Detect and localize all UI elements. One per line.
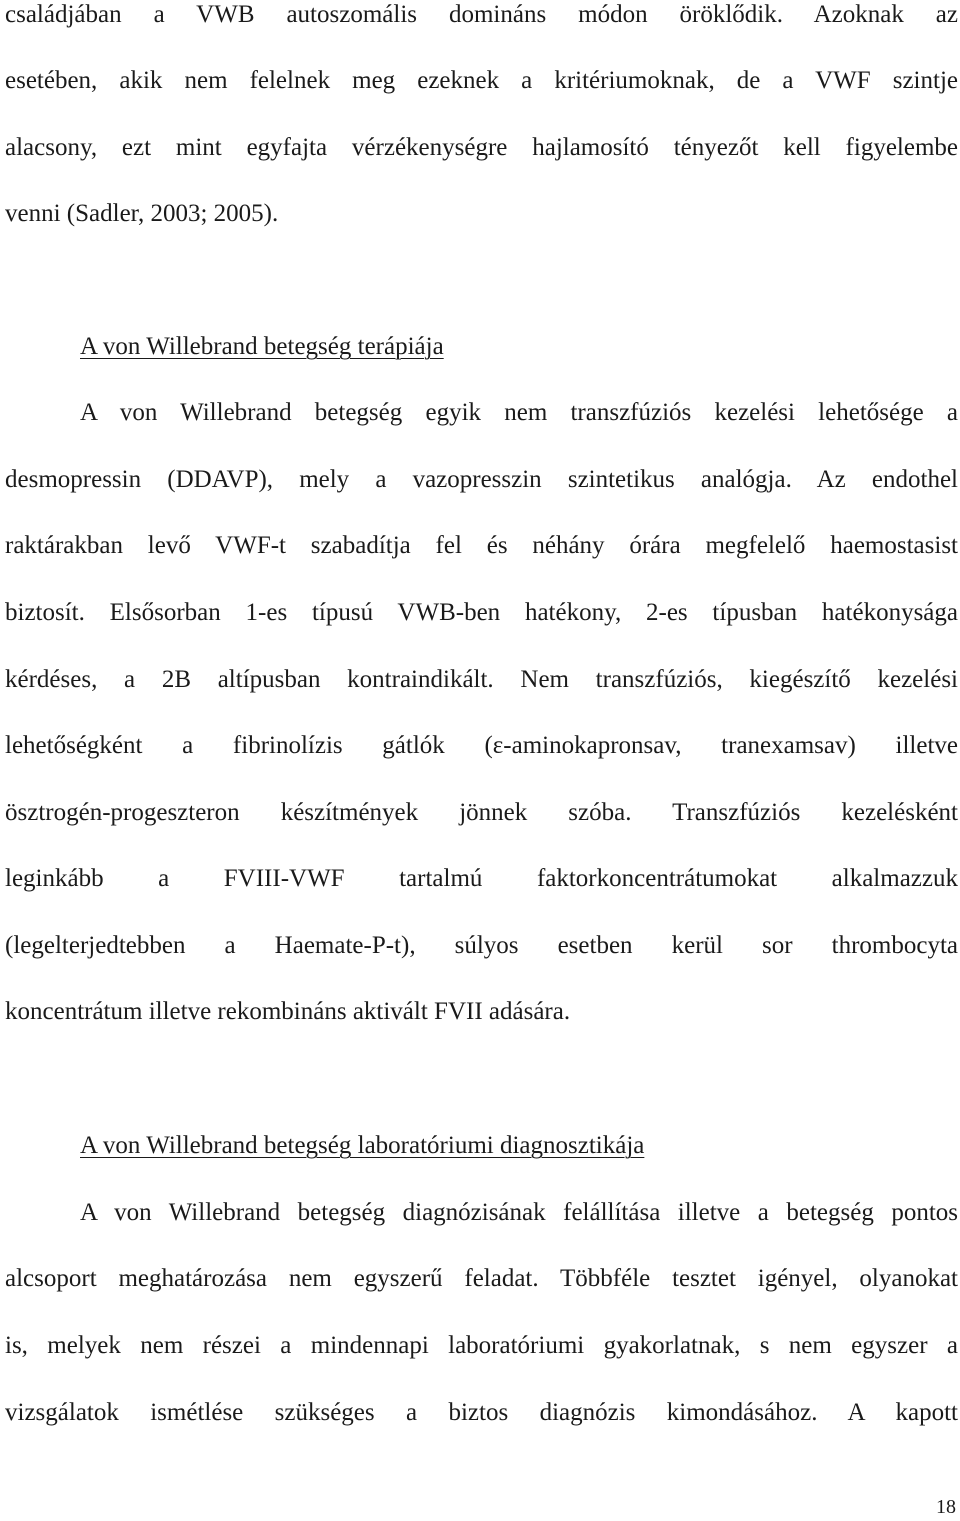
lab-line-3: is, melyek nem részei a mindennapi laboratóriumi gyakorlatnak, s nem egyszer a <box>5 1332 958 1359</box>
therapy-line-9: (legelterjedtebben a Haemate-P-t), súlyos esetben kerül sor thrombocyta <box>5 932 958 959</box>
therapy-line-2: desmopressin (DDAVP), mely a vazopresszin szintetikus analógja. Az endothel <box>5 466 958 493</box>
intro-line-1: családjában a VWB autoszomális domináns módon öröklődik. Azoknak az <box>5 1 958 28</box>
intro-line-2: esetében, akik nem felelnek meg ezeknek a kritériumoknak, de a VWF szintje <box>5 67 958 94</box>
therapy-line-8: leginkább a FVIII-VWF tartalmú faktorkoncentrátumokat alkalmazzuk <box>5 865 958 892</box>
therapy-line-1: A von Willebrand betegség egyik nem transzfúziós kezelési lehetősége a <box>80 399 958 426</box>
intro-line-3: alacsony, ezt mint egyfajta vérzékenységre hajlamosító tényezőt kell figyelembe <box>5 134 958 161</box>
therapy-line-6: lehetőségként a fibrinolízis gátlók (ε-aminokapronsav, tranexamsav) illetve <box>5 732 958 759</box>
lab-line-2: alcsoport meghatározása nem egyszerű feladat. Többféle tesztet igényel, olyanokat <box>5 1265 958 1292</box>
section-heading-lab: A von Willebrand betegség laboratóriumi diagnosztikája <box>80 1132 645 1159</box>
therapy-line-3: raktárakban levő VWF-t szabadítja fel és néhány órára megfelelő haemostasist <box>5 532 958 559</box>
therapy-line-10: koncentrátum illetve rekombináns aktivált FVII adására. <box>5 998 571 1025</box>
section-heading-therapy: A von Willebrand betegség terápiája <box>80 333 444 360</box>
lab-line-1: A von Willebrand betegség diagnózisának felállítása illetve a betegség pontos <box>80 1199 958 1226</box>
therapy-line-4: biztosít. Elsősorban 1-es típusú VWB-ben hatékony, 2-es típusban hatékonysága <box>5 599 958 626</box>
therapy-line-7: ösztrogén-progeszteron készítmények jönnek szóba. Transzfúziós kezelésként <box>5 799 958 826</box>
intro-line-4: venni (Sadler, 2003; 2005). <box>5 200 279 227</box>
page-number: 18 <box>936 1496 956 1518</box>
therapy-line-5: kérdéses, a 2B altípusban kontraindikált. Nem transzfúziós, kiegészítő kezelési <box>5 666 958 693</box>
lab-line-4: vizsgálatok ismétlése szükséges a biztos diagnózis kimondásához. A kapott <box>5 1399 958 1426</box>
